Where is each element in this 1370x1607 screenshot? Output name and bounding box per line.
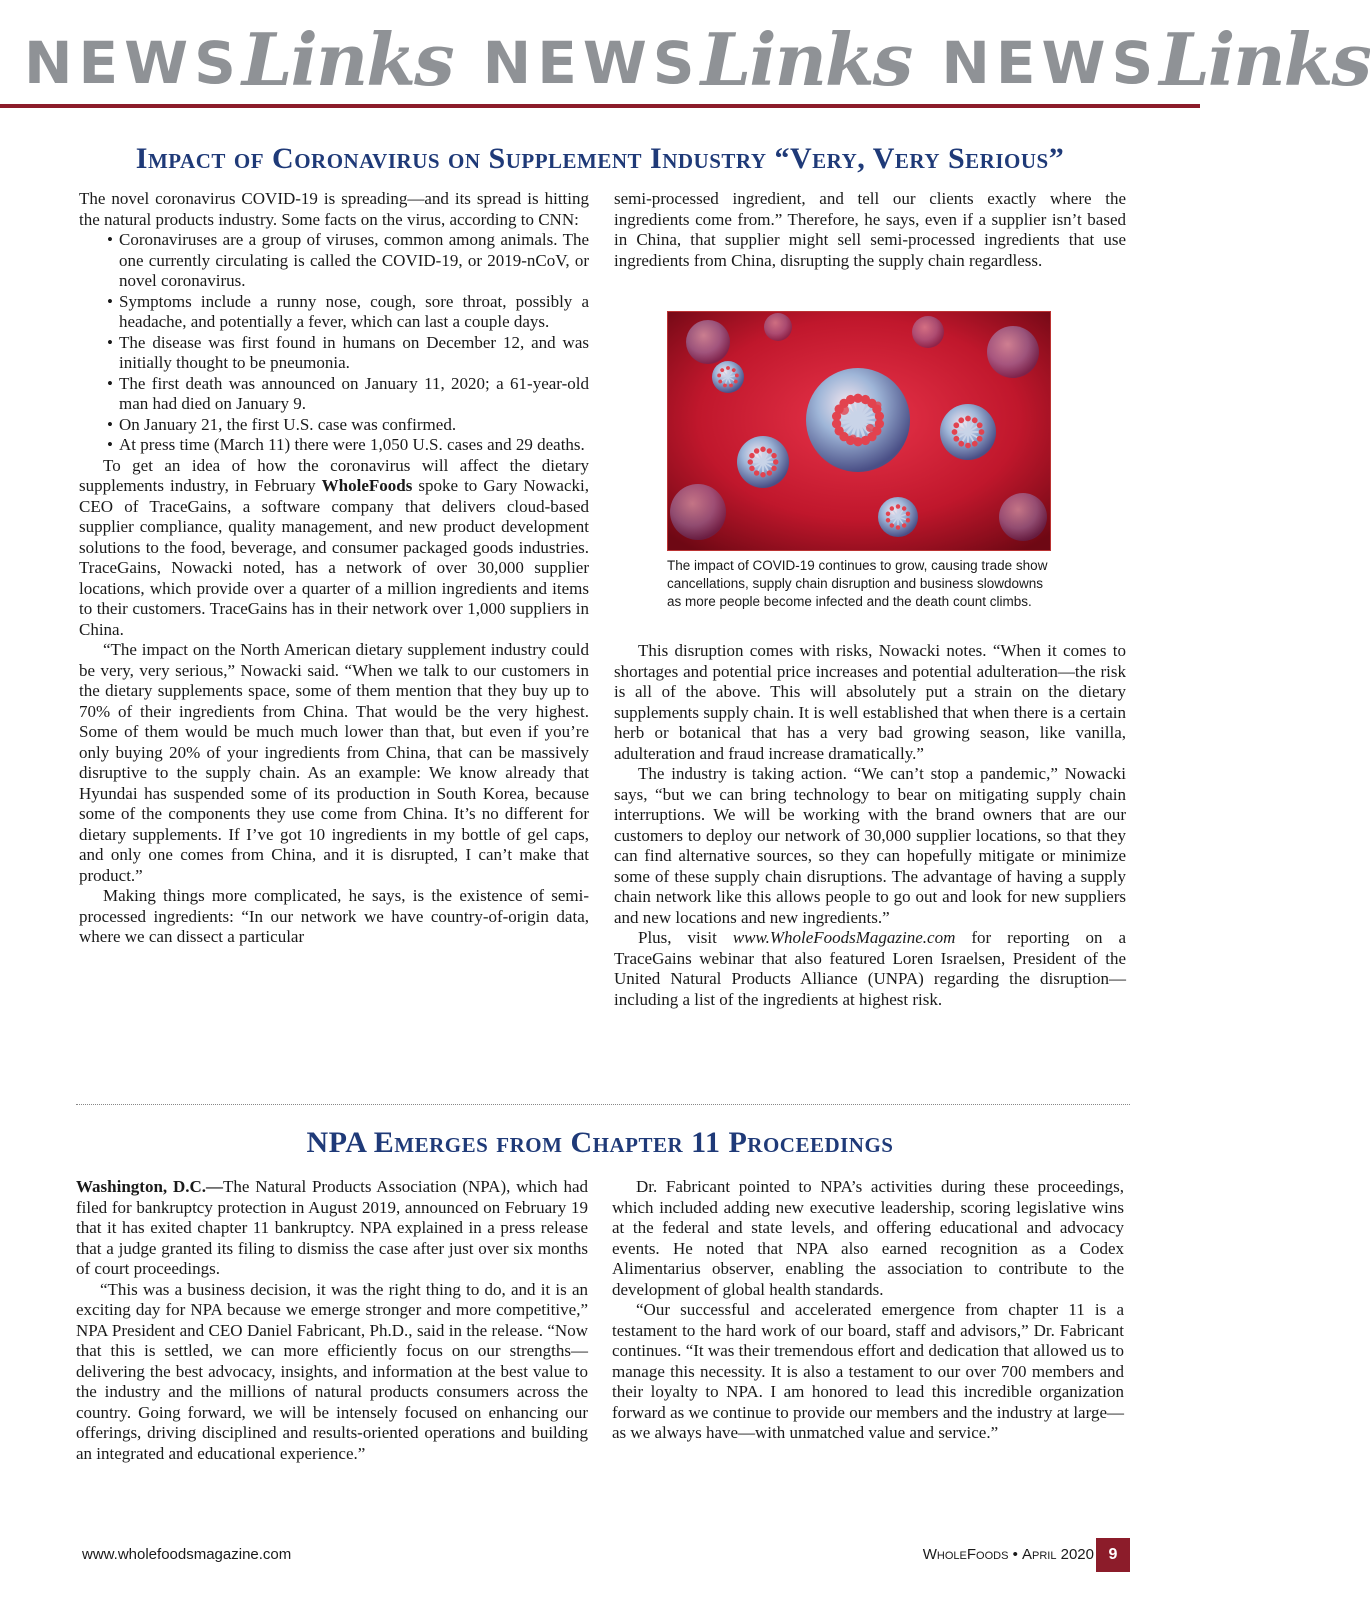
website-link[interactable]: www.WholeFoodsMagazine.com	[732, 928, 956, 947]
publication-name: WholeFoods	[321, 476, 413, 495]
article2-paragraph: Dr. Fabricant pointed to NPA’s activities during these proceedings, which included adding new executive leadership, scoring legislative wins at the federal and state levels, and offering educational and advocacy events. He noted that NPA also earned recognition as a Codex Alimentarius observer, enabling the association to contribute to the development of global health standards.	[612, 1177, 1124, 1299]
article1-paragraph: This disruption comes with risks, Nowacki notes. “When it comes to shortages and potential price increases and potential adulteration—the risk is all of the above. This will absolutely put a strain on the dietary supplements supply chain. It is well established that when there is a certain herb or botanical that has a very bad growing season, like vanilla, adulteration and fraud increase dramatically.”	[614, 641, 1126, 763]
masthead-unit	[482, 17, 912, 104]
list-item: • The disease was first found in humans on December 12, and was initially thought to be pneumonia.	[107, 332, 589, 372]
article2-paragraph: “Our successful and accelerated emergence from chapter 11 is a testament to the hard work of our board, staff and advisors,” Dr. Fabricant continues. “It was their tremendous effort and dedication that allowed us to manage this necessity. It is also a testament to our over 700 members and their loyalty to NPA. I am honored to lead this incredible organization forward as we continue to provide our members and the industry at large—as we always have—with unmatched value and service.”	[612, 1300, 1124, 1442]
article2-column-left	[76, 1177, 588, 1464]
masthead-news-text: NEWS	[482, 29, 701, 97]
article1-paragraph: semi-processed ingredient, and tell our clients exactly where the ingredients come from.” Therefore, he says, even if a supplier isn’t based in China, that supplier might sell semi-processed ingredients that use ingredients from China, disrupting the supply chain regardless.	[614, 189, 1126, 270]
section-divider	[76, 1104, 1130, 1105]
article2-column-right	[612, 1177, 1124, 1444]
footer-magazine: WholeFoods	[922, 1546, 1009, 1563]
footer-url[interactable]: www.wholefoodsmagazine.com	[82, 1546, 292, 1563]
list-item: • Symptoms include a runny nose, cough, sore throat, possibly a headache, and potentially a fever, which can last a couple days.	[107, 291, 589, 331]
masthead-links-text: Links	[241, 17, 453, 102]
article1-paragraph: Plus, visit www.WholeFoodsMagazine.com for reporting on a TraceGains webinar that also featured Loren Israelsen, President of the United Natural Products Alliance (UNPA) regarding the disruption—including a list of the ingredients at highest risk.	[614, 928, 1126, 1009]
article1-column-left	[79, 189, 589, 948]
footer-issue-date: April 2020	[1022, 1546, 1094, 1563]
masthead-rule	[0, 104, 1200, 108]
article1-paragraph: Making things more complicated, he says, is the existence of semi-processed ingredients: “In our network we have country-of-origin data, where we can dissect a particular	[79, 886, 589, 946]
article2-headline: NPA Emerges from Chapter 11 Proceedings	[306, 1126, 894, 1159]
masthead-links-text: Links	[1159, 17, 1370, 102]
article1-paragraph: To get an idea of how the coronavirus will affect the dietary supplements industry, in February WholeFoods spoke to Gary Nowacki, CEO of TraceGains, a software company that delivers cloud-based supplier compliance, quality management, and new product development solutions to the food, beverage, and consumer packaged goods industries. TraceGains, Nowacki noted, has a network of over 30,000 supplier locations, which provide over a quarter of a million ingredients and items to their customers. TraceGains has in their network over 1,000 suppliers in China.	[79, 455, 589, 639]
masthead-unit	[941, 17, 1370, 104]
list-item: • On January 21, the first U.S. case was confirmed.	[107, 414, 457, 434]
article1-fact-list	[79, 230, 589, 456]
article1-column-right-top	[614, 189, 1126, 271]
article1-paragraph: “The impact on the North American dietary supplement industry could be very, very serious,” Nowacki said. “When we talk to our customers in the dietary supplements space, some of them mention that they buy up to 70% of their ingredients from China. That would be the very highest. Some of them would be much much lower than that, but even if you’re only buying 20% of your ingredients from China, that can be massively disruptive to the supply chain. As an example: We know already that Hyundai has suspended some of its production in South Korea, because some of the components they use come from China. It’s no different for dietary supplements. If I’ve got 10 ingredients in my bottle of gel caps, and only one comes from China, and it is disrupted, I can’t make that product.”	[79, 640, 589, 885]
masthead-news-text: NEWS	[941, 29, 1160, 97]
list-item: • At press time (March 11) there were 1,050 U.S. cases and 29 deaths.	[107, 435, 585, 454]
list-item: • The first death was announced on January 11, 2020; a 61-year-old man had died on January 9.	[107, 373, 589, 413]
article1-intro: The novel coronavirus COVID-19 is spreading—and its spread is hitting the natural products industry. Some facts on the virus, according to CNN:	[79, 189, 589, 229]
masthead-links-text: Links	[700, 17, 912, 102]
article1-column-right-bottom	[614, 641, 1126, 1010]
dateline: Washington, D.C.—	[76, 1177, 224, 1196]
photo-caption: The impact of COVID-19 continues to grow, causing trade show cancellations, supply chain disruption and business slowdowns as more people become infected and the death count climbs.	[667, 558, 1048, 609]
list-item: • Coronaviruses are a group of viruses, common among animals. The one currently circulating is called the COVID-19, or 2019-nCoV, or novel coronavirus.	[107, 230, 589, 290]
masthead-news-text: NEWS	[24, 29, 242, 97]
footer-issue: WholeFoods • April 2020	[922, 1546, 1094, 1563]
masthead-unit	[24, 17, 453, 104]
article1-paragraph: The industry is taking action. “We can’t stop a pandemic,” Nowacki says, “but we can bring technology to bear on mitigating supply chain interruptions. We will be working with the brand owners that are our customers to deploy our network of 30,000 supplier locations, so that they can find alternative sources, so they can hopefully mitigate or minimize some of these supply chain disruptions. The advantage of having a supply chain network like this allows people to go out and look for new suppliers and new locations and new ingredients.”	[614, 764, 1126, 927]
article2-paragraph: Washington, D.C.—The Natural Products Association (NPA), which had filed for bankruptcy protection in August 2019, announced on February 19 that it has exited chapter 11 bankruptcy. NPA explained in a press release that a judge granted its filing to dismiss the case after just over six months of court proceedings.	[76, 1177, 588, 1278]
page-number: 9	[1096, 1538, 1130, 1572]
article1-headline: Impact of Coronavirus on Supplement Industry “Very, Very Serious”	[135, 142, 1065, 175]
masthead	[0, 6, 1370, 104]
coronavirus-photo	[667, 311, 1051, 551]
article2-paragraph: “This was a business decision, it was the right thing to do, and it is an exciting day for NPA because we emerge stronger and more competitive,” NPA President and CEO Daniel Fabricant, Ph.D., said in the release. “Now that this is settled, we can more efficiently focus on our strengths—delivering the best advocacy, insights, and information at the best value to the industry and the millions of natural products consumers across the country. Going forward, we will be intensely focused on enhancing our offerings, driving disciplined and results-oriented operations and building an integrated and educational experience.”	[76, 1279, 588, 1463]
